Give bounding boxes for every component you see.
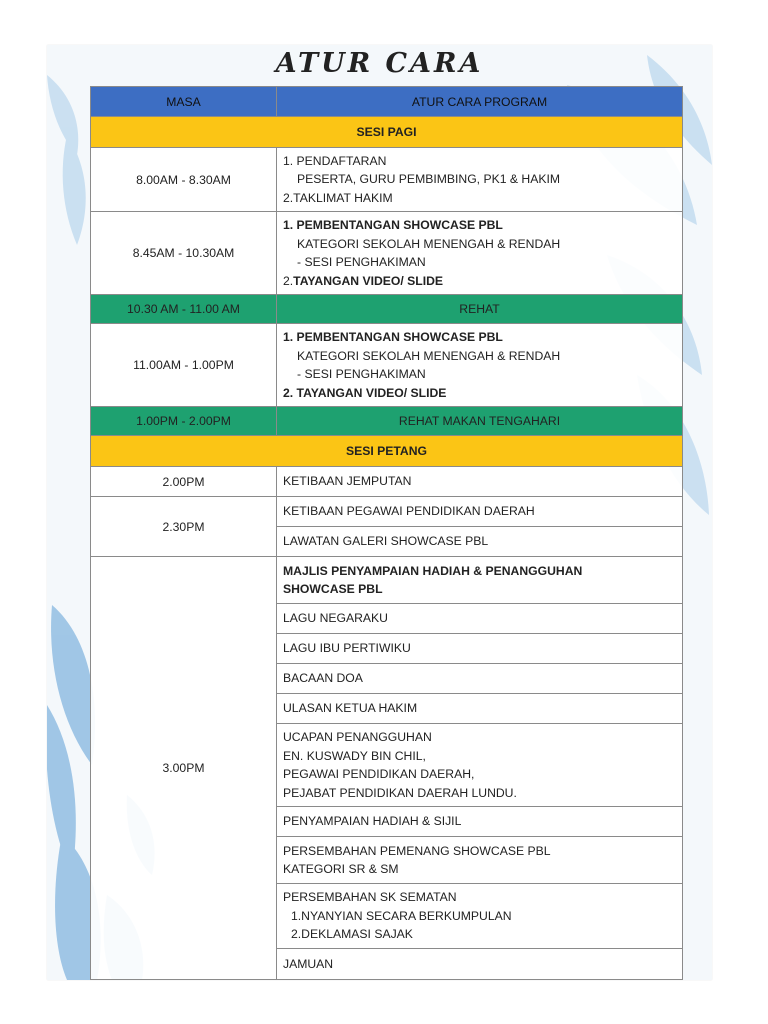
- row-program: KETIBAAN PEGAWAI PENDIDIKAN DAERAH: [277, 497, 683, 527]
- row-time: 8.00AM - 8.30AM: [91, 148, 277, 212]
- row-program: [277, 724, 683, 807]
- page-title: ATUR CARA: [275, 48, 484, 79]
- row-time: 2.00PM: [91, 467, 277, 497]
- program-line: KATEGORI SEKOLAH MENENGAH & RENDAH: [297, 348, 561, 363]
- session-petang-label: SESI PETANG: [91, 436, 683, 467]
- break-row: [91, 407, 683, 436]
- row-program: JAMUAN: [277, 949, 683, 980]
- break-label: REHAT MAKAN TENGAHARI: [277, 407, 683, 436]
- program-line: 2.TAKLIMAT HAKIM: [283, 190, 393, 205]
- program-line: 1. PEMBENTANGAN SHOWCASE PBL: [283, 330, 503, 344]
- program-line: - SESI PENGHAKIMAN: [297, 367, 426, 381]
- table-row: [91, 148, 683, 212]
- break-time: 10.30 AM - 11.00 AM: [91, 295, 277, 324]
- row-time: 11.00AM - 1.00PM: [91, 324, 277, 407]
- program-line: 2.DEKLAMASI SAJAK: [291, 927, 413, 942]
- row-program: [277, 837, 683, 884]
- schedule-page: [47, 45, 712, 980]
- row-program: [277, 557, 683, 604]
- program-line: MAJLIS PENYAMPAIAN HADIAH & PENANGGUHAN: [283, 563, 583, 578]
- program-line: PERSEMBAHAN PEMENANG SHOWCASE PBL: [283, 843, 551, 858]
- row-program: KETIBAAN JEMPUTAN: [277, 467, 683, 497]
- session-row: [91, 117, 683, 148]
- row-program: PENYAMPAIAN HADIAH & SIJIL: [277, 807, 683, 837]
- program-line: PERSEMBAHAN SK SEMATAN: [283, 890, 457, 905]
- program-line: SHOWCASE PBL: [283, 582, 383, 596]
- row-program: [277, 212, 683, 295]
- table-row: [91, 497, 683, 527]
- program-line: KATEGORI SEKOLAH MENENGAH & RENDAH: [297, 236, 561, 251]
- row-program: LAGU IBU PERTIWIKU: [277, 634, 683, 664]
- row-program: ULASAN KETUA HAKIM: [277, 694, 683, 724]
- table-row: [91, 212, 683, 295]
- program-line: - SESI PENGHAKIMAN: [297, 255, 426, 269]
- program-line: KATEGORI SR & SM: [283, 862, 399, 876]
- session-pagi-label: SESI PAGI: [91, 117, 683, 148]
- header-time: MASA: [91, 87, 277, 117]
- program-line: UCAPAN PENANGGUHAN: [283, 730, 432, 744]
- row-time: 3.00PM: [91, 557, 277, 980]
- schedule-table: [90, 86, 683, 980]
- row-program: LAGU NEGARAKU: [277, 604, 683, 634]
- break-time: 1.00PM - 2.00PM: [91, 407, 277, 436]
- table-row: [91, 467, 683, 497]
- program-line: 1. PEMBENTANGAN SHOWCASE PBL: [283, 218, 503, 232]
- program-line: PESERTA, GURU PEMBIMBING, PK1 & HAKIM: [297, 172, 560, 187]
- row-program: BACAAN DOA: [277, 664, 683, 694]
- table-row: [91, 324, 683, 407]
- row-program: [277, 324, 683, 407]
- program-line: 2. TAYANGAN VIDEO/ SLIDE: [283, 385, 447, 400]
- header-program: ATUR CARA PROGRAM: [277, 87, 683, 117]
- row-time: 2.30PM: [91, 497, 277, 557]
- row-program: LAWATAN GALERI SHOWCASE PBL: [277, 527, 683, 557]
- table-header-row: [91, 87, 683, 117]
- program-line: 2.: [283, 273, 294, 288]
- program-line: 1.NYANYIAN SECARA BERKUMPULAN: [291, 908, 512, 923]
- table-row: [91, 557, 683, 604]
- row-program: [277, 148, 683, 212]
- row-program: [277, 884, 683, 949]
- break-row: [91, 295, 683, 324]
- session-row: [91, 436, 683, 467]
- row-time: 8.45AM - 10.30AM: [91, 212, 277, 295]
- program-line: PEJABAT PENDIDIKAN DAERAH LUNDU.: [283, 785, 517, 800]
- program-line: EN. KUSWADY BIN CHIL,: [283, 748, 426, 763]
- break-label: REHAT: [277, 295, 683, 324]
- program-line: PEGAWAI PENDIDIKAN DAERAH,: [283, 767, 475, 781]
- program-line: TAYANGAN VIDEO/ SLIDE: [293, 273, 444, 288]
- program-line: 1. PENDAFTARAN: [283, 153, 387, 168]
